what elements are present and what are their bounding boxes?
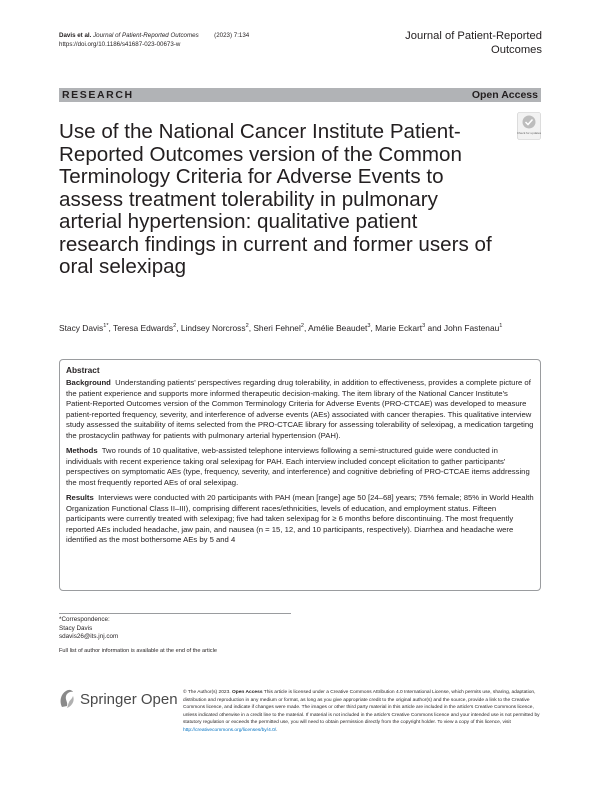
- author[interactable]: John Fastenau$^1$: [443, 322, 503, 333]
- article-title: Use of the National Cancer Institute Patient-Reported Outcomes version of the Common Terminology Criteria for Adverse Events to assess treatment tolerability in pulmonary arterial hypertension: qualitative patient research findings in current and former users of oral selexipag: [59, 120, 492, 278]
- author[interactable]: Sheri Fehnel$^2$: [253, 322, 304, 333]
- correspondence-name: Stacy Davis: [59, 624, 93, 632]
- badge-text: Check for updates: [517, 131, 541, 135]
- abstract-heading: Abstract: [66, 365, 100, 375]
- author[interactable]: Marie Eckart$^3$: [375, 322, 426, 333]
- section-label: RESEARCH: [62, 89, 134, 101]
- author[interactable]: Lindsey Norcross$^2$: [180, 322, 249, 333]
- abstract-methods: Methods Two rounds of 10 qualitative, web-assisted telephone interviews following a semi-structured guide were conducted in individuals with recent experience taking oral selexipag for PAH. Each interview included concept elicitation to gather participants' perspectives on symptomatic AEs (type, frequency, severity, and interference) and cognitive debriefing of PRO-CTCAE items addressing the most frequently reported AEs of oral selexipag.: [66, 446, 530, 487]
- footnote-divider: [59, 613, 291, 614]
- license-link[interactable]: http://creativecommons.org/licenses/by/4.0/: [183, 727, 277, 733]
- check-for-updates-icon: [517, 112, 541, 140]
- citation-authors: Davis et al.: [59, 32, 92, 39]
- section-bar: [59, 88, 541, 102]
- license-text: © The Author(s) 2023. Open Access This article is licensed under a Creative Commons Attribution 4.0 International License, which permits use, sharing, adaptation, distribution and reproduction in any medium or format, as long as you give appropriate credit to the original author(s) and the source, provide a link to the Creative Commons licence, and indicate if changes were made. The images or other third party material in this article are included in the article's Creative Commons licence, unless indicated otherwise in a credit line to the material. If material is not included in the article's Creative Commons licence and your intended use is not permitted by statutory regulation or exceeds the permitted use, you will need to obtain permission directly from the copyright holder. To view a copy of this licence, visit http://creativecommons.org/licenses/by/4.0/.: [183, 690, 540, 733]
- author-list: Stacy Davis$^{1*}$, Teresa Edwards$^2$, Lindsey Norcross$^2$, Sheri Fehnel$^2$, Amélie Beaudet$^3$, Marie Eckart$^3$ and John Fastenau$^1$: [59, 322, 503, 333]
- abstract-results: Results Interviews were conducted with 20 participants with PAH (mean [range] age 50 [24–68] years; 75% female; 85% in World Health Organization Functional Class II–III), comprising different races/ethnicities, levels of education, and employment status. Fifteen participants were currently treated with selexipag; five had taken selexipag for ≥ 6 months before discontinuing. The most frequently reported AEs included headache, jaw pain, and nausea (n = 15, 12, and 10 participants, respectively). Diarrhea and headache were identified as the most bothersome AEs by 5 and 4: [66, 493, 534, 544]
- springer-open-logo: [58, 687, 178, 711]
- springer-open-text: Springer Open: [80, 691, 178, 708]
- correspondence-email[interactable]: sdavis26@its.jnj.com: [59, 633, 119, 641]
- correspondence: [59, 616, 118, 642]
- author-info-note: Full list of author information is available at the end of the article: [59, 648, 217, 654]
- correspondence-label: *Correspondence:: [59, 616, 110, 623]
- journal-name: Journal of Patient-Reported Outcomes: [405, 30, 542, 56]
- abstract-background: Background Understanding patients' perspectives regarding drug tolerability, in addition to effectiveness, provides a complete picture of the patient experience and supports more informed therapeutic decision-making. The item library of the National Cancer Institute's Patient-Reported Outcomes version of the Common Terminology Criteria for Adverse Events (PRO-CTCAE) was developed to measure patient-reported frequency, severity, and interference of adverse events (AEs) associated with cancer therapies. This qualitative interview study assessed the suitability of items selected from the PRO-CTCAE library for assessing tolerability of selexipag, a medication targeting the prostacyclin pathway for patients with pulmonary arterial hypertension (PAH).: [66, 378, 534, 440]
- citation-header: [59, 31, 249, 49]
- springer-open-logo-icon: [58, 687, 78, 711]
- author[interactable]: Stacy Davis$^{1*}$: [59, 322, 109, 333]
- open-access-label: Open Access: [471, 89, 538, 101]
- citation-doi[interactable]: https://doi.org/10.1186/s41687-023-00673-w: [59, 41, 181, 48]
- abstract-box: [59, 359, 541, 591]
- author[interactable]: Amélie Beaudet$^3$: [308, 322, 371, 333]
- author[interactable]: Teresa Edwards$^2$: [113, 322, 177, 333]
- citation-year-volume: (2023) 7:134: [214, 32, 250, 39]
- citation-journal: Journal of Patient-Reported Outcomes: [93, 32, 199, 39]
- check-for-updates-badge[interactable]: [517, 112, 541, 140]
